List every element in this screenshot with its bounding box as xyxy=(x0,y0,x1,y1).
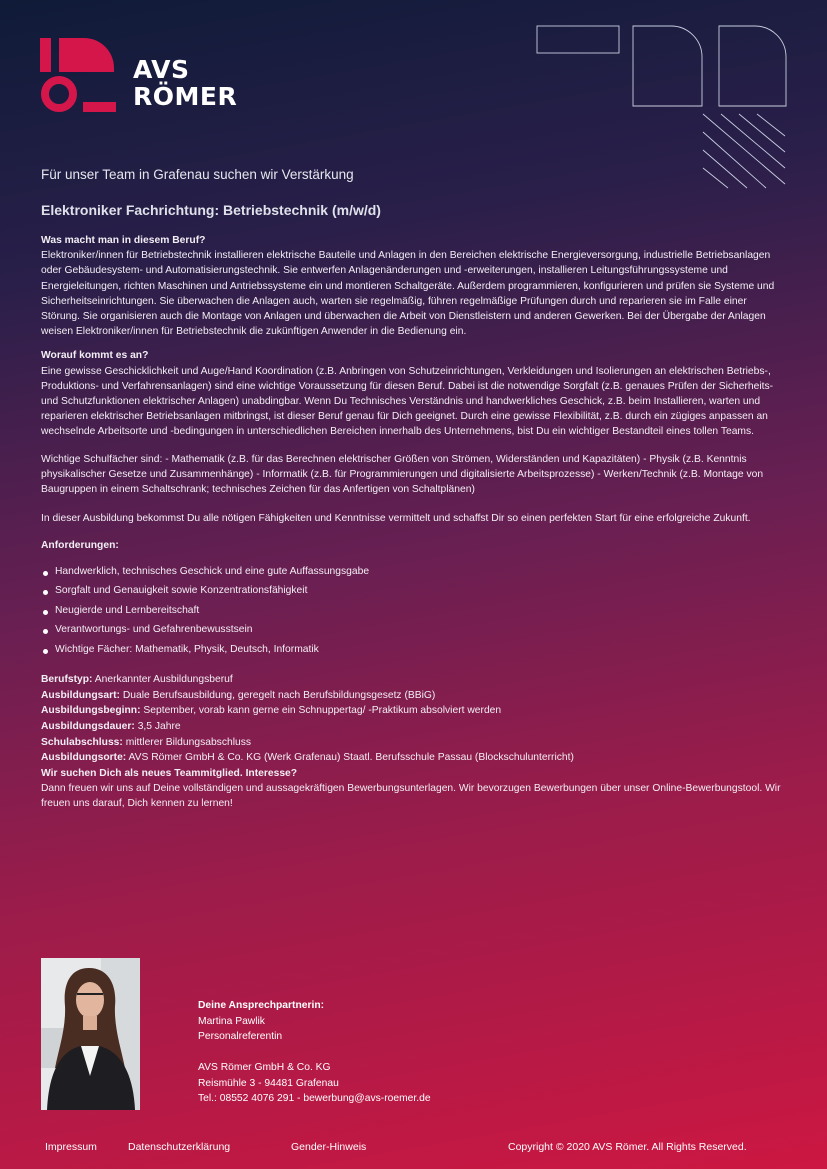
section-important-text: Eine gewisse Geschicklichkeit und Auge/Hand Koordination (z.B. Anbringen von Schutzeinrichtungen, Verkleidungen und Isolierungen an elektrischen Betriebs-, Produktions- und Verfahrensanlagen) sind eine wichtige Voraussetzung für diesen Beruf. Dabei ist die notwendige Sorgfalt (z.B. genaues Prüfen der Sicherheits- und Schutzfunktionen elektrischer Anlagen) unabdingbar. Wenn Du Technisches Verständnis und handwerkliches Geschick, z.B. beim Installieren, warten und reparieren elektrischer Betriebsanlagen mitbringst, ist dieser Beruf genau für Dich geeignet. Durch eine gewisse Flexibilität, z.B. durch ein zügiges anpassen an wechselnde Arbeitsorte und -bedingungen in unterschiedlichen Bereichen innerhalb des Unternehmens, bist Du ein wichtiger Bestandteil eines tollen Teams. xyxy=(41,365,774,438)
contact-photo xyxy=(41,958,140,1110)
job-description xyxy=(41,233,786,820)
section-what-text: Elektroniker/innen für Betriebstechnik installieren elektrische Bauteile und Anlagen in den Bereichen elektrische Energieversorgung, industrielle Betriebsanlagen oder Gebäudesystem- und Automatisierungstechnik. Sie entwerfen Anlagenänderungen und -erweiterungen, installieren Leitungsführungssysteme und Energieleitungen, richten Maschinen und Antriebssysteme ein und montieren Schaltgeräte. Außerdem programmieren, konfigurieren und prüfen sie Systeme und Sicherheitseinrichtungen. Sie überwachen die Anlagen auch, warten sie regelmäßig, führen regelmäßige Prüfungen durch und reparieren sie im Falle einer Störung. Sie organisieren auch die Montage von Anlagen und überwachen die Arbeit von Dienstleistern und anderen Gewerken. Bei der Übergabe der Anlagen weisen Elektroniker/innen für Betriebstechnik die zukünftigen Anwender in die Bedienung ein. xyxy=(41,250,775,338)
contact-company: AVS Römer GmbH & Co. KG xyxy=(198,1062,331,1073)
contact-name: Martina Pawlik xyxy=(198,1015,265,1027)
fact-value: mittlerer Bildungsabschluss xyxy=(122,736,252,748)
job-title: Elektroniker Fachrichtung: Betriebstechnik (m/w/d) xyxy=(41,202,381,218)
fact-row xyxy=(41,719,786,735)
contact-phone-email[interactable]: Tel.: 08552 4076 291 - bewerbung@avs-roemer.de xyxy=(198,1093,431,1104)
fact-value: AVS Römer GmbH & Co. KG (Werk Grafenau) Staatl. Berufsschule Passau (Blockschulunterricht) xyxy=(126,752,574,764)
intro-text: Für unser Team in Grafenau suchen wir Verstärkung xyxy=(41,167,354,182)
footer-copyright: Copyright © 2020 AVS Römer. All Rights Reserved. xyxy=(508,1141,747,1153)
fact-label: Ausbildungsorte: xyxy=(41,752,127,764)
contact-block xyxy=(198,998,431,1107)
school-subjects-text: Wichtige Schulfächer sind: - Mathematik (z.B. für das Berechnen elektrischer Größen von Strömen, Widerständen und Kapazitäten) - Physik (z.B. Kenntnis physikalischer Gesetze und Zusammenhänge) - Informatik (z.B. für Programmierungen und digitalisierte Arbeitsprozesse) - Werken/Technik (z.B. Montage von Baugruppen in einem Schaltschrank; technisches Zeichen für das Anfertigen von Schaltplänen) xyxy=(41,453,764,496)
fact-value: Duale Berufsausbildung, geregelt nach Berufsbildungsgesetz (BBiG) xyxy=(119,689,436,701)
requirements-list xyxy=(41,562,786,660)
requirements-heading: Anforderungen: xyxy=(41,540,119,552)
fact-label: Ausbildungsart: xyxy=(41,689,120,701)
fact-row xyxy=(41,750,786,766)
footer-link-gender[interactable]: Gender-Hinweis xyxy=(291,1141,367,1153)
footer-link-impressum[interactable]: Impressum xyxy=(45,1141,97,1153)
fact-value: September, vorab kann gerne ein Schnuppertag/ -Praktikum absolviert werden xyxy=(140,705,502,717)
list-item: Verantwortungs- und Gefahrenbewusstsein xyxy=(41,620,786,640)
fact-value: Anerkannter Ausbildungsberuf xyxy=(92,674,233,686)
cta-heading: Wir suchen Dich als neues Teammitglied. Interesse? xyxy=(41,767,298,779)
fact-row xyxy=(41,688,786,704)
fact-row xyxy=(41,703,786,719)
training-text: In dieser Ausbildung bekommst Du alle nötigen Fähigkeiten und Kenntnisse vermittelt und schaffst Dir so einen perfekten Start für eine erfolgreiche Zukunft. xyxy=(41,513,751,525)
call-to-action xyxy=(41,766,786,812)
fact-row xyxy=(41,672,786,688)
section-requirements-intro xyxy=(41,348,786,439)
contact-heading: Deine Ansprechpartnerin: xyxy=(198,1000,325,1011)
cta-text: Dann freuen wir uns auf Deine vollständigen und aussagekräftigen Bewerbungsunterlagen. Wir bevorzugen Bewerbungen über unser Online-Bewerbungstool. Wir freuen uns darauf, Dich kennen zu lernen! xyxy=(41,782,781,810)
fact-row xyxy=(41,735,786,751)
list-item: Neugierde und Lernbereitschaft xyxy=(41,601,786,621)
fact-label: Berufstyp: xyxy=(41,674,93,686)
section-what-question: Was macht man in diesem Beruf? xyxy=(41,235,206,246)
decorative-lines-graphic xyxy=(533,24,793,194)
fact-label: Ausbildungsbeginn: xyxy=(41,705,141,717)
fact-label: Ausbildungsdauer: xyxy=(41,720,135,732)
contact-address: Reismühle 3 - 94481 Grafenau xyxy=(198,1077,339,1089)
brand-line-2: RÖMER xyxy=(133,82,238,111)
training-facts xyxy=(41,672,786,766)
fact-label: Schulabschluss: xyxy=(41,736,123,748)
brand-line-1: AVS xyxy=(133,55,190,84)
list-item: Handwerklich, technisches Geschick und eine gute Auffassungsgabe xyxy=(41,562,786,582)
brand-name xyxy=(133,56,237,110)
list-item: Wichtige Fächer: Mathematik, Physik, Deutsch, Informatik xyxy=(41,640,786,660)
list-item: Sorgfalt und Genauigkeit sowie Konzentrationsfähigkeit xyxy=(41,581,786,601)
section-important-question: Worauf kommt es an? xyxy=(41,350,149,362)
footer-link-privacy[interactable]: Datenschutzerklärung xyxy=(128,1141,231,1153)
contact-role: Personalreferentin xyxy=(198,1031,283,1042)
avs-roemer-logo-icon xyxy=(40,38,116,114)
section-what xyxy=(41,233,786,339)
fact-value: 3,5 Jahre xyxy=(134,720,181,732)
